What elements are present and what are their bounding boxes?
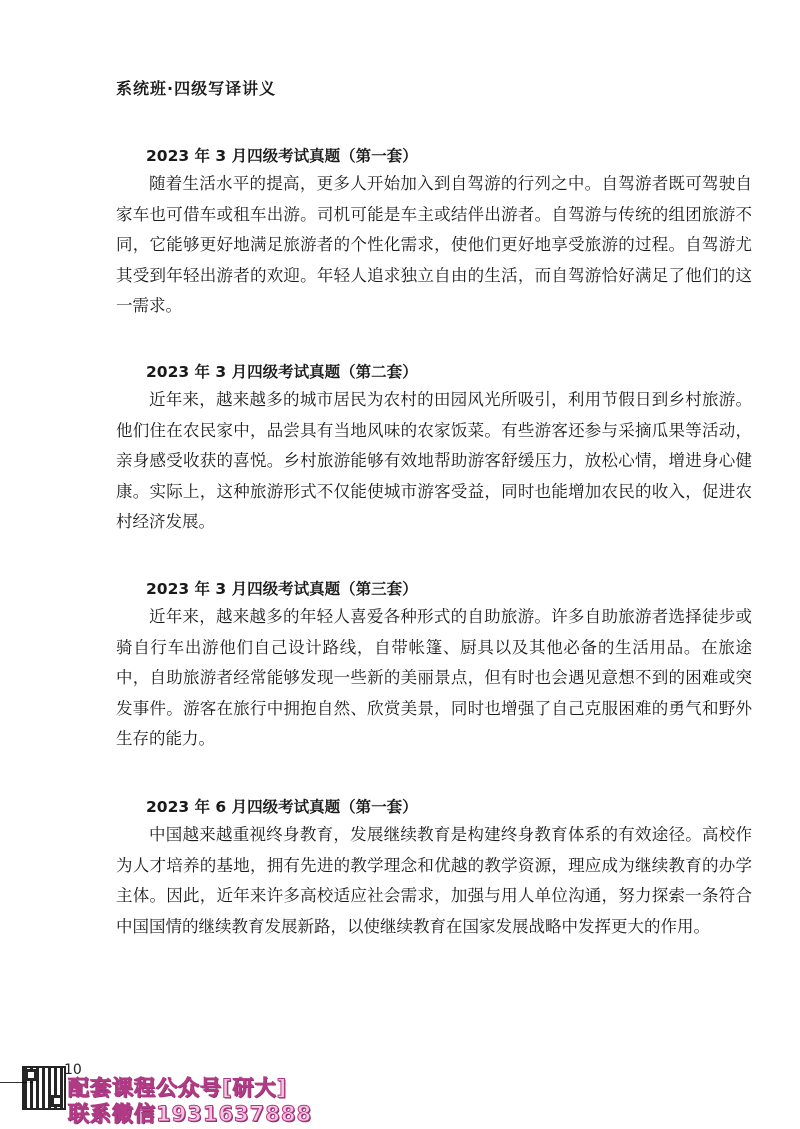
section-body: 随着生活水平的提高，更多人开始加入到自驾游的行列之中。自驾游者既可驾驶自家车也可借车或租车出游。司机可能是车主或结伴出游者。自驾游与传统的组团旅游不同，它能够更好地满足旅游者的个性化需求，使他们更好地享受旅游的过程。自驾游尤其受到年轻出游者的欢迎。年轻人追求独立自由的生活，而自驾游恰好满足了他们的这一需求。 [116,174,752,315]
page-footer [0,1060,800,1129]
section-body: 近年来，越来越多的年轻人喜爱各种形式的自助旅游。许多自助旅游者选择徒步或骑自行车出游他们自己设计路线，自带帐篷、厨具以及其他必备的生活用品。在旅途中，自助旅游者经常能够发现一些新的美丽景点，但有时也会遇见意想不到的困难或突发事件。游客在旅行中拥抱自然、欣赏美景，同时也增强了自己克服困难的勇气和野外生存的能力。 [116,607,752,748]
exam-section-2 [116,359,752,538]
section-title: 2023 年 3 月四级考试真题（第二套） [146,363,418,381]
qr-code-icon [22,1066,66,1110]
page-number: 10 [64,1062,82,1078]
promo-watermark-line-1: 配套课程公众号[研大] [68,1076,288,1100]
section-body: 中国越来越重视终身教育，发展继续教育是构建终身教育体系的有效途径。高校作为人才培养的基地，拥有先进的教学理念和优越的教学资源，理应成为继续教育的办学主体。因此，近年来许多高校适应社会需求，加强与用人单位沟通，努力探索一条符合中国国情的继续教育发展新路，以使继续教育在国家发展战略中发挥更大的作用。 [116,825,752,936]
section-title: 2023 年 3 月四级考试真题（第一套） [146,147,418,165]
page-header-title: 系统班·四级写译讲义 [116,79,277,98]
exam-section-3 [116,576,752,755]
section-body: 近年来，越来越多的城市居民为农村的田园风光所吸引，利用节假日到乡村旅游。他们住在农民家中，品尝具有当地风味的农家饭菜。有些游客还参与采摘瓜果等活动，亲身感受收获的喜悦。乡村旅游能够有效地帮助游客舒缓压力，放松心情，增进身心健康。实际上，这种旅游形式不仅能使城市游客受益，同时也能增加农民的收入，促进农村经济发展。 [116,390,752,531]
section-title: 2023 年 6 月四级考试真题（第一套） [146,798,418,816]
exam-section-4 [116,794,752,942]
section-title: 2023 年 3 月四级考试真题（第三套） [146,580,418,598]
promo-watermark-line-2: 联系微信1931637888 [68,1102,313,1126]
exam-section-1 [116,143,752,322]
